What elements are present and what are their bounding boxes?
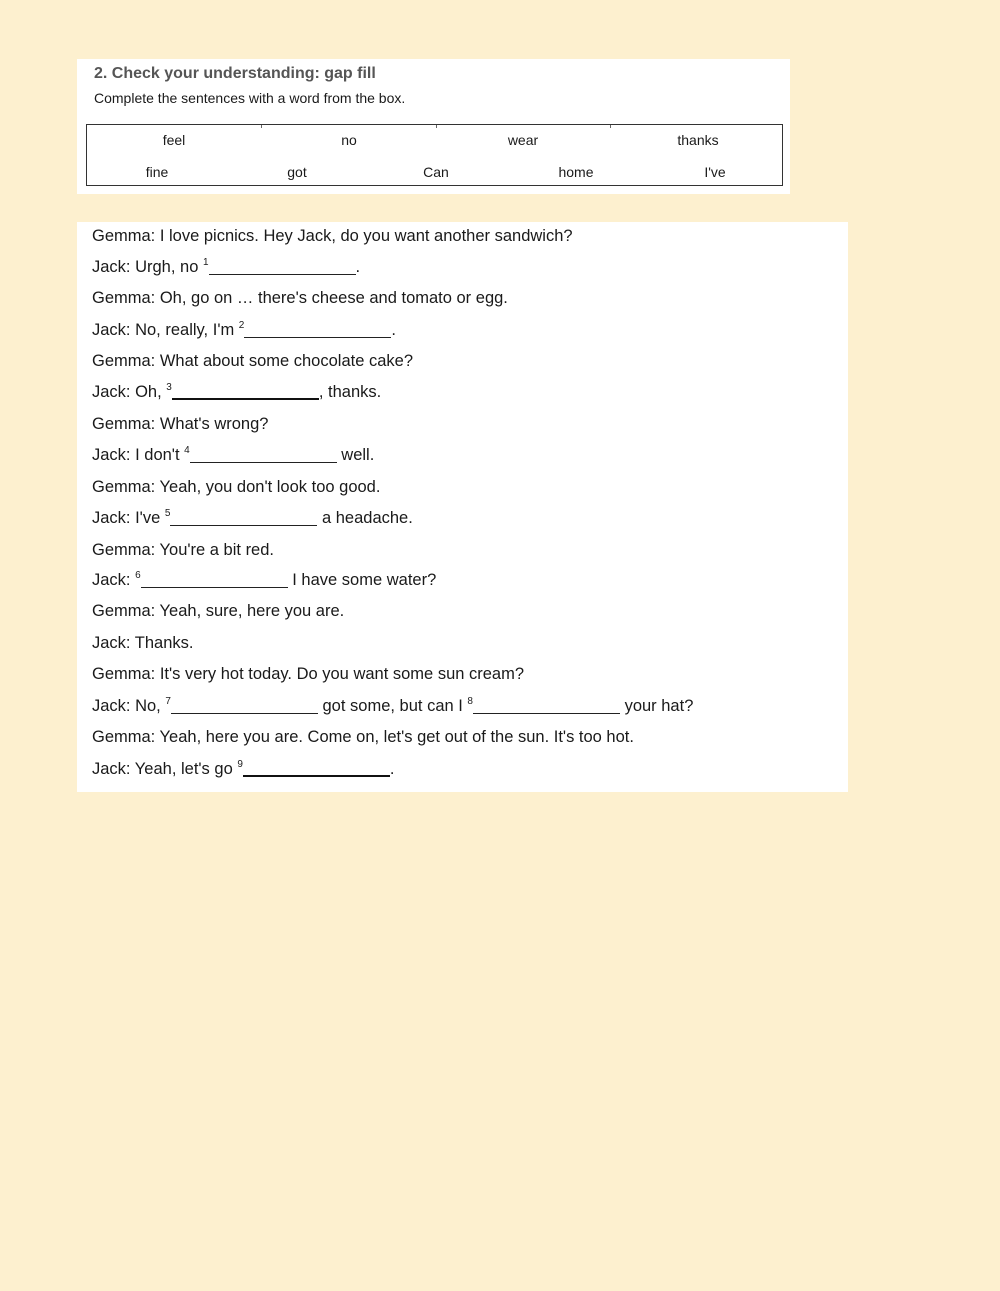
exercise-title: 2. Check your understanding: gap fill [94, 65, 376, 82]
gap-number: 4 [184, 445, 190, 456]
gap-8-blank[interactable] [473, 697, 620, 714]
dialogue-line: Jack: Yeah, let's go $^9$ . [92, 759, 395, 778]
word-box-divider [610, 125, 611, 128]
word-wear: wear [507, 132, 539, 148]
dialogue-line: Gemma: You're a bit red. [92, 541, 274, 559]
gap-number: 5 [164, 508, 171, 519]
dialogue-line: Gemma: What about some chocolate cake? [92, 352, 413, 370]
dialogue-line: Jack: $^6$ I have some water? [92, 570, 437, 589]
word-no: no [341, 132, 357, 148]
word-fine: fine [145, 164, 169, 180]
dialogue-line: Gemma: What's wrong? [92, 415, 269, 433]
gap-6-blank[interactable] [141, 571, 288, 588]
gap-number: 8 [467, 696, 473, 707]
dialogue-line: Jack: No, really, I'm $^2$ . [92, 320, 396, 339]
dialogue-line: Gemma: Yeah, sure, here you are. [92, 602, 345, 620]
gap-number: 1 [202, 257, 209, 268]
dialogue-line: Gemma: Yeah, here you are. Come on, let's get out of the sun. It's too hot. [92, 728, 634, 746]
word-ive: I've [704, 164, 726, 180]
gap-5-blank[interactable] [170, 509, 317, 526]
word-can: Can [423, 164, 449, 180]
word-thanks: thanks [677, 132, 719, 148]
dialogue-line: Jack: Urgh, no $^1$ . [92, 257, 361, 276]
gap-9-blank[interactable] [243, 759, 390, 777]
gap-number: 9 [237, 759, 243, 770]
gap-number: 7 [165, 696, 171, 707]
dialogue-line: Jack: I've $^5$ a headache. [92, 508, 413, 527]
gap-2-blank[interactable] [244, 321, 391, 338]
dialogue-line: Gemma: Oh, go on … there's cheese and tomato or egg. [92, 289, 508, 307]
word-box-divider [436, 125, 437, 128]
gap-number: 3 [166, 382, 172, 393]
exercise-header-panel [77, 59, 790, 194]
dialogue-line: Jack: Oh, $^3$ , thanks. [92, 382, 382, 401]
dialogue-line: Jack: I don't $^4$ well. [92, 445, 375, 464]
gap-4-blank[interactable] [190, 446, 337, 463]
word-box [86, 124, 783, 186]
dialogue-line: Jack: No, $^7$ got some, but can I $^8$ your hat? [92, 696, 694, 715]
exercise-instruction: Complete the sentences with a word from the box. [94, 90, 406, 106]
dialogue-panel [77, 222, 848, 792]
gap-7-blank[interactable] [171, 697, 318, 714]
dialogue-line: Gemma: Yeah, you don't look too good. [92, 478, 381, 496]
word-box-divider [261, 125, 262, 128]
dialogue-line: Jack: Thanks. [92, 634, 194, 652]
gap-number: 6 [135, 570, 141, 581]
gap-3-blank[interactable] [172, 382, 319, 400]
word-got: got [287, 164, 307, 180]
word-home: home [558, 164, 594, 180]
dialogue-line: Gemma: It's very hot today. Do you want some sun cream? [92, 665, 525, 683]
gap-1-blank[interactable] [209, 258, 356, 275]
word-feel: feel [162, 132, 186, 148]
gap-number: 2 [238, 320, 245, 331]
dialogue-line: Gemma: I love picnics. Hey Jack, do you want another sandwich? [92, 227, 573, 245]
